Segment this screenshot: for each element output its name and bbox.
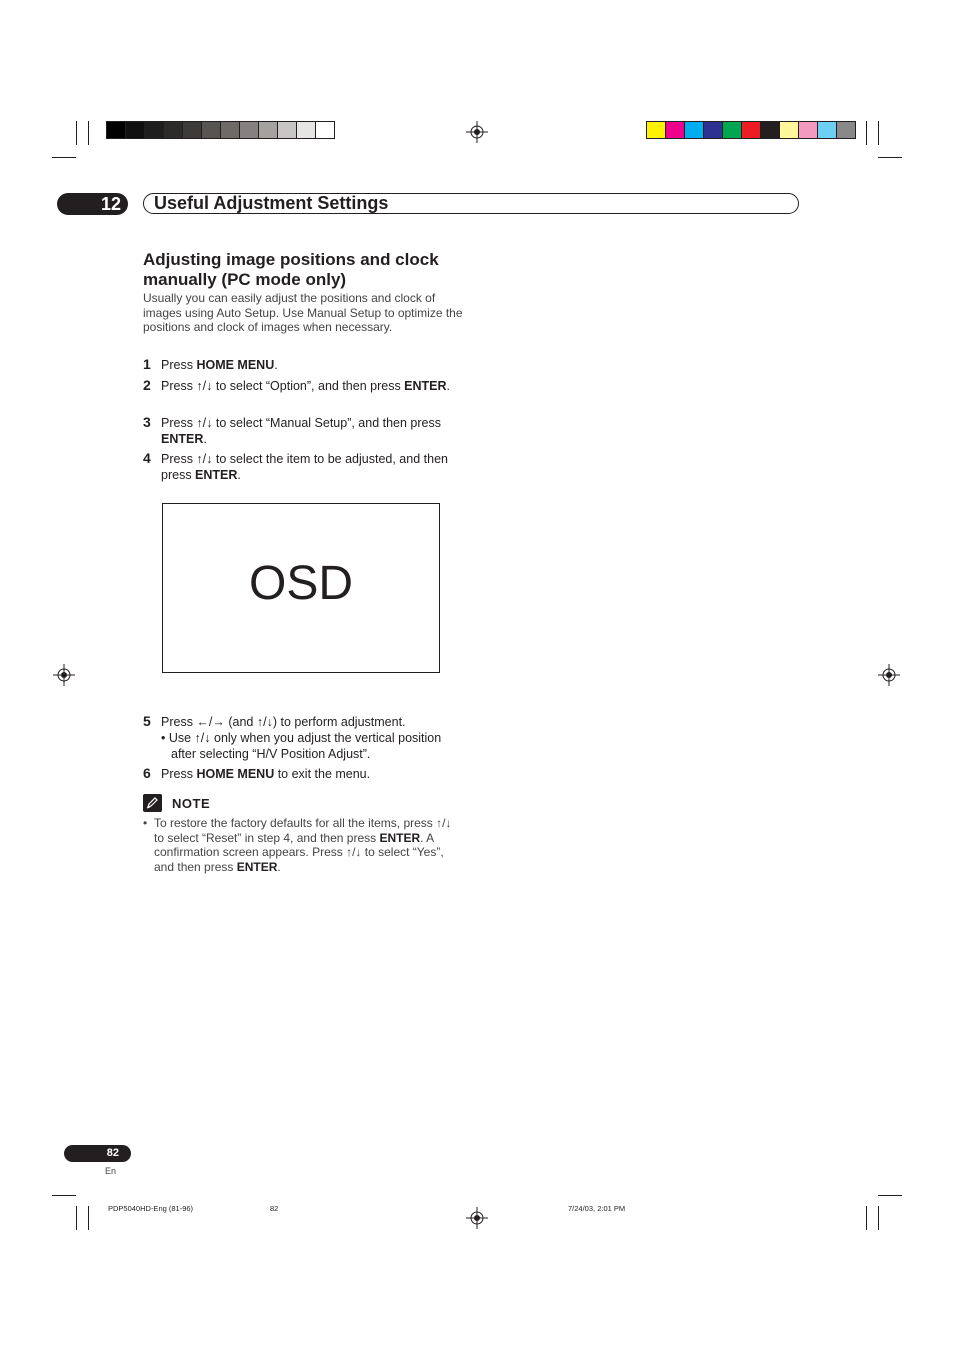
footer-date: 7/24/03, 2:01 PM [568, 1204, 626, 1213]
registration-mark-icon [466, 1207, 488, 1229]
step-keyword: HOME MENU [196, 358, 275, 372]
crop-mark [76, 1206, 77, 1230]
step-text: Press ↑/↓ to select “Option”, and then press [161, 379, 405, 393]
step-text: . [446, 379, 451, 393]
section-intro: Usually you can easily adjust the positions and clock of images using Auto Setup. Use Manual Setup to optimize the positions and clock of images when necessary. [143, 291, 463, 335]
step-keyword: ENTER [161, 432, 204, 446]
color-swatch [221, 122, 240, 138]
crop-mark [88, 121, 89, 145]
color-swatch [164, 122, 183, 138]
color-swatch [278, 122, 297, 138]
crop-mark [878, 1206, 879, 1230]
color-swatch [183, 122, 202, 138]
color-swatch [259, 122, 278, 138]
note-keyword: ENTER [379, 830, 421, 845]
color-swatch [145, 122, 164, 138]
step-keyword: HOME MENU [196, 767, 275, 781]
step-number: 4 [143, 450, 151, 466]
step-text: . [237, 468, 241, 482]
osd-placeholder [162, 503, 440, 673]
crop-mark [52, 157, 76, 158]
color-swatch [647, 122, 666, 138]
color-swatch [126, 122, 145, 138]
step-text: Press [161, 358, 197, 372]
registration-mark-icon [53, 664, 75, 686]
color-swatch [297, 122, 316, 138]
step-text: Press ←/→ (and ↑/↓) to perform adjustment. [161, 715, 406, 729]
color-swatch [780, 122, 799, 138]
step-keyword: ENTER [195, 468, 238, 482]
color-swatch [240, 122, 259, 138]
color-swatch [742, 122, 761, 138]
chapter-title: Useful Adjustment Settings [154, 193, 389, 213]
step-subtext: • Use ↑/↓ only when you adjust the vertical position after selecting “H/V Position Adjust”. [161, 731, 442, 761]
page-language: En [105, 1166, 117, 1176]
color-swatch [685, 122, 704, 138]
note-label: NOTE [172, 796, 211, 811]
note-pencil-icon [143, 794, 162, 812]
color-swatch [666, 122, 685, 138]
color-swatch [202, 122, 221, 138]
crop-mark [866, 1206, 867, 1230]
color-swatch [316, 122, 334, 138]
registration-mark-icon [466, 121, 488, 143]
step-text: Press ↑/↓ to select the item to be adjusted, and then press [161, 452, 448, 482]
color-swatch [761, 122, 780, 138]
color-swatch [107, 122, 126, 138]
note-text: . [277, 860, 281, 875]
step-number: 1 [143, 356, 151, 372]
step-text: Press ↑/↓ to select “Manual Setup”, and then press [161, 416, 441, 430]
gray-swatch-bar [106, 121, 335, 139]
crop-mark [52, 1195, 76, 1196]
note-text: To restore the factory defaults for all the items, press ↑/↓ to select “Reset” in step 4, and then press [154, 816, 452, 845]
color-swatch [723, 122, 742, 138]
note-bullet: • [143, 816, 148, 830]
footer-page: 82 [270, 1204, 279, 1213]
step-number: 3 [143, 414, 151, 430]
step-number: 6 [143, 765, 151, 781]
section-title: Adjusting image positions and clock manually (PC mode only) [143, 250, 439, 289]
note-text: . A confirmation screen appears. Press ↑/↓ to select “Yes”, and then press [154, 830, 444, 875]
crop-mark [76, 121, 77, 145]
crop-mark [878, 1195, 902, 1196]
step-number: 2 [143, 377, 151, 393]
step-text: to exit the menu. [274, 767, 371, 781]
step-number: 5 [143, 713, 151, 729]
step-text: . [274, 358, 278, 372]
osd-label: OSD [248, 557, 353, 610]
page-number: 82 [64, 1145, 131, 1162]
color-swatch [818, 122, 837, 138]
color-swatch [837, 122, 855, 138]
color-swatch [799, 122, 818, 138]
step-text: Press [161, 767, 197, 781]
chapter-number-badge: 12 [57, 193, 128, 215]
step-text: . [203, 432, 207, 446]
crop-mark [878, 157, 902, 158]
crop-mark [878, 121, 879, 145]
crop-mark [866, 121, 867, 145]
note-keyword: ENTER [236, 860, 278, 875]
footer-file: PDP5040HD-Eng (81-96) [108, 1204, 194, 1213]
color-swatch [704, 122, 723, 138]
registration-mark-icon [878, 664, 900, 686]
step-keyword: ENTER [404, 379, 447, 393]
crop-mark [88, 1206, 89, 1230]
color-swatch-bar [646, 121, 856, 139]
